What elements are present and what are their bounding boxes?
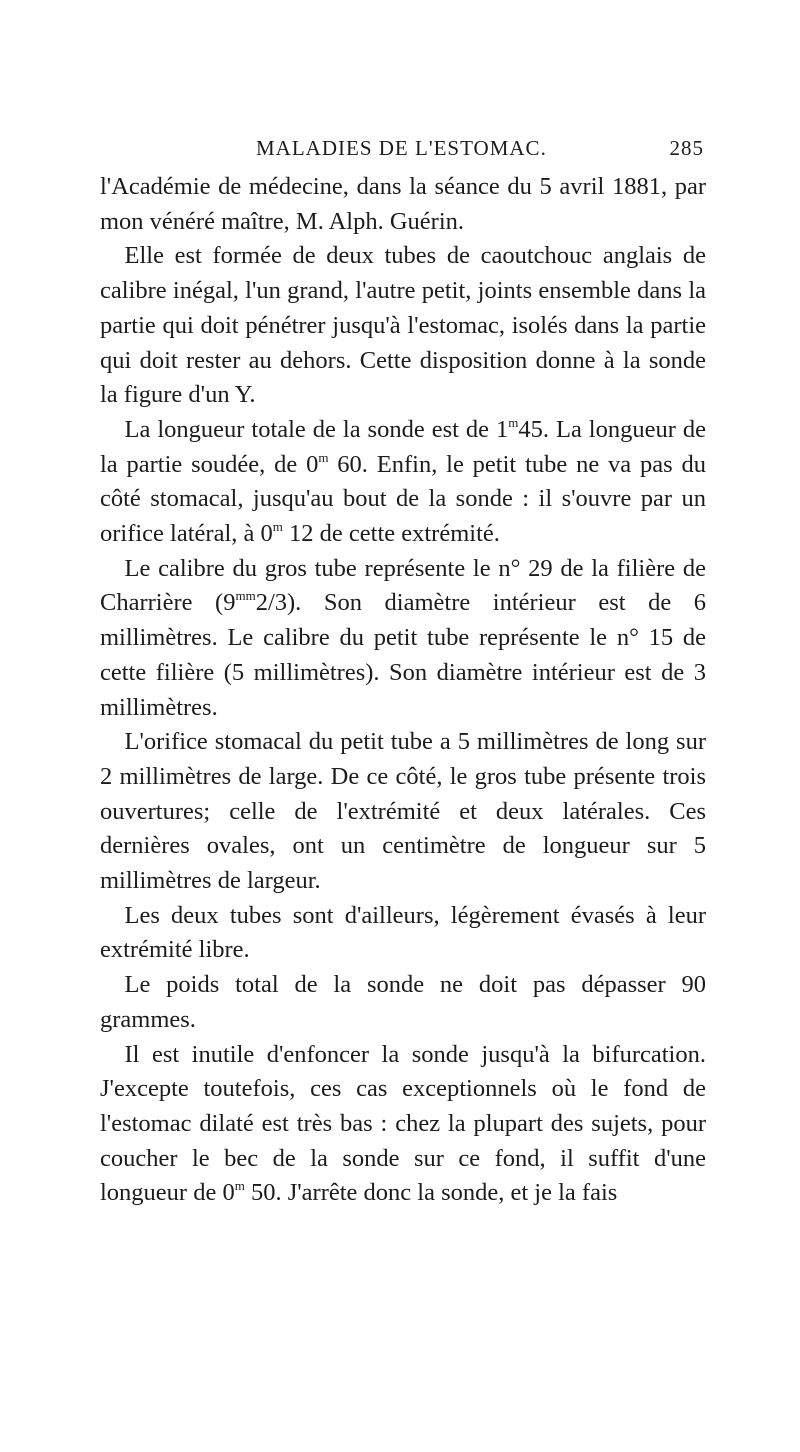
unit-superscript: m (234, 1178, 245, 1194)
paragraph-5 (100, 725, 706, 899)
paragraph-6 (100, 899, 706, 968)
paragraph-2 (100, 239, 706, 413)
paragraph-1 (100, 170, 706, 239)
paragraph-text: Le calibre du gros tube représente le n° 29 de la filière de Charrière (9 (100, 554, 706, 617)
page-number: 285 (669, 136, 704, 160)
paragraph-text: Les deux tubes sont d'ailleurs, légèrement évasés à leur extrémité libre. (100, 901, 706, 964)
running-title: MALADIES DE L'ESTOMAC. (256, 136, 547, 160)
paragraph-3 (100, 413, 706, 552)
unit-superscript: m (318, 449, 329, 465)
running-head (256, 136, 704, 164)
unit-superscript: mm (235, 588, 256, 604)
paragraph-text: 12 de cette extrémité. (282, 520, 500, 548)
paragraph-4 (100, 552, 706, 726)
unit-superscript: m (508, 414, 519, 430)
paragraph-text: Le poids total de la sonde ne doit pas dépasser 90 grammes. (100, 971, 706, 1033)
paragraph-text: l'Académie de médecine, dans la séance du 5 avril 1881, par mon vénéré maître, M. Alph. Guérin. (100, 173, 706, 235)
paragraph-text: 60. Enfin, le petit tube ne va pas du côté stomacal, jusqu'au bout de la sonde : il s'ouvre par un orifice latéral, à 0 (100, 450, 707, 548)
unit-superscript: m (272, 519, 283, 535)
paragraph-text: 45. La longueur de la partie soudée, de 0 (100, 415, 706, 478)
body-text (100, 170, 706, 1211)
paragraph-text: La longueur totale de la sonde est de 1 (124, 415, 509, 443)
paragraph-text: Elle est formée de deux tubes de caoutchouc anglais de calibre inégal, l'un grand, l'autre petit, joints ensemble dans la partie qui doit pénétrer jusqu'à l'estomac, isolés dans la partie qui doit rester au dehors. Cette disposition donne à la sonde la figure d'un Y. (100, 242, 706, 409)
paragraph-text: L'orifice stomacal du petit tube a 5 millimètres de long sur 2 millimètres de large. De ce côté, le gros tube présente trois ouvertures; celle de l'extrémité et deux latérales. Ces dernières ovales, ont un centimètre de longueur sur 5 millimètres de largeur. (100, 728, 706, 895)
paragraph-text: Il est inutile d'enfoncer la sonde jusqu'à la bifurcation. J'excepte toutefois, ces cas exceptionnels où le fond de l'estomac dilaté est très bas : chez la plupart des sujets, pour coucher le bec de la sonde sur ce fond, il suffit d'une longueur de 0 (100, 1040, 706, 1207)
paragraph-text: 50. J'arrête donc la sonde, et je la fais (244, 1179, 618, 1207)
paragraph-8 (100, 1038, 706, 1212)
paragraph-7 (100, 968, 706, 1037)
paragraph-text: 2/3). Son diamètre intérieur est de 6 millimètres. Le calibre du petit tube représente le n° 15 de cette filière (5 millimètres). Son diamètre intérieur est de 3 millimètres. (100, 589, 707, 721)
